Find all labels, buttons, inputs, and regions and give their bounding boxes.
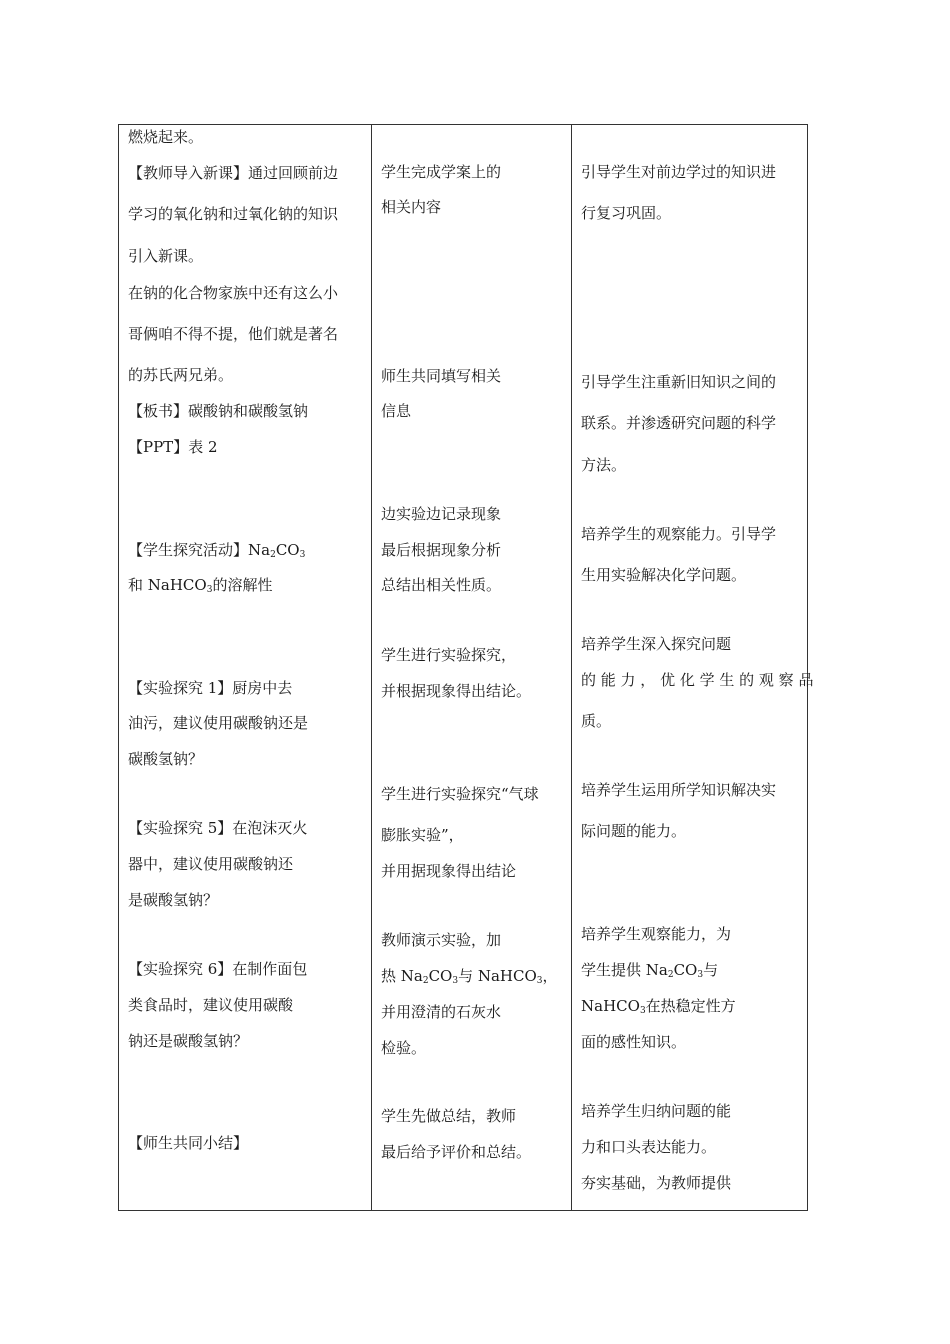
col1-line: 在钠的化合物家族中还有这么小 [128,284,339,302]
col2-line: 信息 [381,402,412,420]
col3-line: 方法。 [581,456,627,474]
col1-line: 【板书】碳酸钠和碳酸氢钠 [128,402,309,420]
col3-line: 力和口头表达能力。 [581,1138,717,1156]
col1-line: 【实验探究 6】在制作面包 [128,960,308,978]
col3-line: 的 能 力 ， 优 化 学 生 的 观 察 品 [581,671,814,689]
subscript: 3 [206,585,213,595]
col3-line: 面的感性知识。 [581,1033,687,1051]
col2-line: 学生进行实验探究， [381,646,517,664]
text: 与 [703,961,719,979]
col1-line: 【教师导入新课】通过回顾前边 [128,164,339,182]
subscript: 2 [667,970,674,980]
col2-line: 学生进行实验探究“气球 [381,785,539,803]
text: 与 NaHCO [458,967,537,985]
col2-line: 最后给予评价和总结。 [381,1143,532,1161]
text: CO [673,961,698,979]
col2-line: 边实验边记录现象 [381,505,502,523]
col1-line [128,540,305,560]
col2-line: 并根据现象得出结论。 [381,682,532,700]
text: CO [275,541,300,559]
col1-line: 器中，建议使用碳酸钠还 [128,855,294,873]
col2-line: 并用澄清的石灰水 [381,1003,502,1021]
col1-line [128,575,272,595]
col3-line [581,960,718,980]
text: CO [428,967,453,985]
col3-line: 夯实基础，为教师提供 [581,1174,732,1192]
col3-line: 联系。并渗透研究问题的科学 [581,414,777,432]
subscript: 3 [536,976,543,986]
col2-line: 相关内容 [381,198,442,216]
col3-line: 引导学生对前边学过的知识进 [581,163,777,181]
subscript: 3 [697,970,704,980]
col3-line: 质。 [581,712,612,730]
text: 热 Na [381,967,423,985]
col1-line: 【实验探究 5】在泡沫灭火 [128,819,308,837]
col3-line [581,996,736,1016]
column-divider-1 [371,125,372,1210]
col3-line: 培养学生运用所学知识解决实 [581,781,777,799]
subscript: 2 [422,976,429,986]
col3-line: 培养学生归纳问题的能 [581,1102,732,1120]
text: 的溶解性 [212,576,273,594]
col1-line: 学习的氧化钠和过氧化钠的知识 [128,205,339,223]
col1-line: 引入新课。 [128,247,204,265]
col1-line: 油污，建议使用碳酸钠还是 [128,714,309,732]
text: 【学生探究活动】Na [128,541,271,559]
col2-line [381,966,558,986]
col3-line: 引导学生注重新旧知识之间的 [581,373,777,391]
col3-line: 生用实验解决化学问题。 [581,566,747,584]
col1-line: 【师生共同小结】 [128,1134,249,1152]
col2-line: 检验。 [381,1039,427,1057]
text: NaHCO [581,997,640,1015]
col2-line: 总结出相关性质。 [381,576,502,594]
col1-line: 【实验探究 1】厨房中去 [128,679,293,697]
subscript: 2 [270,550,276,560]
col1-line: 哥俩咱不得不提，他们就是著名 [128,325,339,343]
col1-line: 碳酸氢钠？ [128,750,204,768]
col1-line: 燃烧起来。 [128,128,204,146]
subscript: 3 [299,550,306,560]
column-divider-2 [571,125,572,1210]
text: 学生提供 Na [581,961,668,979]
subscript: 3 [452,976,459,986]
col3-line: 培养学生的观察能力。引导学 [581,525,777,543]
text: ， [542,967,558,985]
text: 在热稳定性方 [645,997,736,1015]
col2-line: 学生完成学案上的 [381,163,502,181]
col1-line: 类食品时，建议使用碳酸 [128,996,294,1014]
col1-line: 钠还是碳酸氢钠？ [128,1032,249,1050]
col2-line: 教师演示实验，加 [381,931,502,949]
col1-line: 的苏氏两兄弟。 [128,366,234,384]
col2-line: 并用据现象得出结论 [381,862,517,880]
col2-line: 学生先做总结，教师 [381,1107,517,1125]
subscript: 3 [639,1006,646,1016]
col2-line: 最后根据现象分析 [381,541,502,559]
col1-line: 【PPT】表 2 [128,438,218,456]
col1-line: 是碳酸氢钠？ [128,891,219,909]
col3-line: 际问题的能力。 [581,822,687,840]
text: 和 NaHCO [128,576,207,594]
col2-line: 师生共同填写相关 [381,367,502,385]
col3-line: 行复习巩固。 [581,204,672,222]
col3-line: 培养学生深入探究问题 [581,635,732,653]
col3-line: 培养学生观察能力，为 [581,925,732,943]
col2-line: 膨胀实验”， [381,826,464,844]
